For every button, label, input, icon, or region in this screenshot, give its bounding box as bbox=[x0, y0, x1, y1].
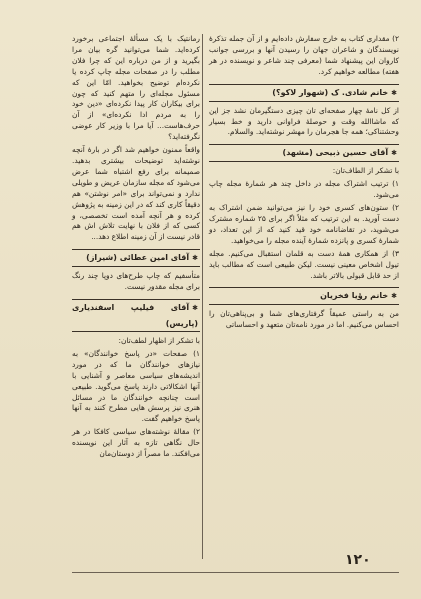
section-header-shadi bbox=[209, 84, 399, 102]
section-paragraph: با تشکر از اظهار لطف‌تان: bbox=[118, 336, 200, 346]
star-icon: ✱ bbox=[391, 292, 397, 301]
column-divider bbox=[202, 34, 203, 559]
section-paragraph: ۱) صفحات «در پاسخ خوانندگان» به نیازهای خوانندگان ما که در مورد اندیشه‌های سیاسی معاصر و آشنایی با آنها اشکالاتی دارند پاسخ می‌گوید. طبیعی است چنانچه خوانندگان ما در مسائل هنری نیز پرسش هایی مطرح کنند به آنها پاسخ خواهیم گفت. bbox=[72, 348, 200, 424]
section-header-esfandiari bbox=[72, 299, 200, 332]
left-column bbox=[72, 34, 200, 559]
star-icon: ✱ bbox=[391, 88, 397, 97]
section-title: خانم شادی. ک (شهوار لاکو؟) bbox=[272, 87, 389, 97]
bottom-rule bbox=[72, 572, 399, 573]
section-paragraph: متأسفیم که چاپ طرح‌های دوپا چند رنگ برای مجله مقدور نیست. bbox=[72, 271, 200, 292]
section-paragraph: ۲) مقالهٔ نوشته‌های سیاسی کافکا در هر حال نگاهی تازه به آثار این نویسنده می‌افکند. ما مصراً از دوستان‌مان bbox=[72, 427, 200, 459]
section-paragraph: با تشکر از الطاف‌تان: bbox=[332, 166, 399, 176]
section-paragraph: ۲) ستون‌های کسری خود را نیز می‌توانید ضمن اشتراک به دست آورید. به این ترتیب که مثلاً اگر برای ۲۵ شماره مشترک می‌شوید، در تقاضانامه خود قید کنید که از این تعداد، دو شمارهٔ کسری و پانزده شمارهٔ آینده مجله را می‌خواهید. bbox=[209, 203, 399, 245]
page-number: ۱۲۰ bbox=[345, 552, 371, 568]
section-paragraph: ۳) از همکاری همهٔ دست به قلمان استقبال می‌کنیم. مجله تیول اشخاص معینی نیست. لیکن طبیعی است که مطالب باید از حد قابل قبولی بالاتر باشد. bbox=[209, 248, 399, 280]
continuation-paragraph: رمانتیک با یک مسألهٔ اجتماعی برخورد کرده‌اید. شما می‌توانید گره بیان مرا بگیرید و از من درباره این که چرا فلان مطلب را در صفحات مجله چاپ کرده یا نکرده‌ام توضیح بخواهید. امّا این که مسئول مجله‌ای را متهم کنید که چون برای بیکاران کار پیدا نکرده‌ای «دین خود را به مردم ادا نکرده‌ای» از آن حرف‌هاست... آیا مرا با وزیر کار عوضی نگرفته‌اید؟ bbox=[72, 34, 200, 142]
section-paragraph: از کل نامهٔ چهار صفحه‌ای تان چیزی دستگیرمان نشد جز این که ماشاالله وقت و حوصلهٔ فراوانی دارید و خط بسیار وحشتناکی؛ همه جا هجرمان را مهشر نوشته‌اید. والسلام. bbox=[209, 105, 399, 137]
section-paragraph: ۱) ترتیب اشتراک مجله در داخل چند هر شمارهٔ مجله چاپ می‌شود. bbox=[209, 179, 399, 200]
intro-paragraph: ۲) مقداری کتاب به خارج سفارش داده‌ایم و از آن جمله تذکرهٔ نویسندگان و شاعران جهان را رسیدن آنها و بررسی جوانب کاروان این پیشنهاد شما (معرفی چند شاعر و نویسنده در هر هفته) مطالعه خواهیم کرد. bbox=[209, 34, 399, 76]
section-title: خانم رؤیا فخریان bbox=[320, 291, 389, 301]
star-icon: ✱ bbox=[391, 149, 397, 158]
section-paragraph: من به راستی عمیقاً گرفتاری‌های شما و بی‌پناهی‌تان را احساس می‌کنیم. اما در مورد نامه‌تان متعهد و احساساتی bbox=[209, 309, 399, 330]
section-header-ataei bbox=[72, 249, 200, 267]
section-title: آقای حسین ذبیحی (مشهد) bbox=[282, 148, 389, 158]
section-header-zabihi bbox=[209, 144, 399, 162]
section-header-fakhrian bbox=[209, 287, 399, 305]
continuation-paragraph: واقعاً ممنون خواهیم شد اگر در بارهٔ آنچه نوشته‌اید توضیحات بیشتری بدهید. صمیمانه برای رفع اشتباه شما عرض می‌شود که مجله سازمان عریض و طویلی ندارد و نمی‌تواند برای «امر نوشتن» هم دقیقاً کاری کند که در این زمینه به پژوهش کرده و هر آنچه آمده است تخصصی، و کسی که از فلان با نهایت تلاش اش هم قادر نیست از آن زمینه اطلاع دهد... bbox=[72, 145, 200, 242]
star-icon: ✱ bbox=[192, 304, 198, 313]
section-title: آقای امین عطائی (شیراز) bbox=[86, 253, 190, 263]
right-column bbox=[209, 34, 399, 559]
star-icon: ✱ bbox=[192, 254, 198, 263]
section-title: آقای فیلیپ اسفندیاری (پاریس) bbox=[72, 303, 198, 329]
